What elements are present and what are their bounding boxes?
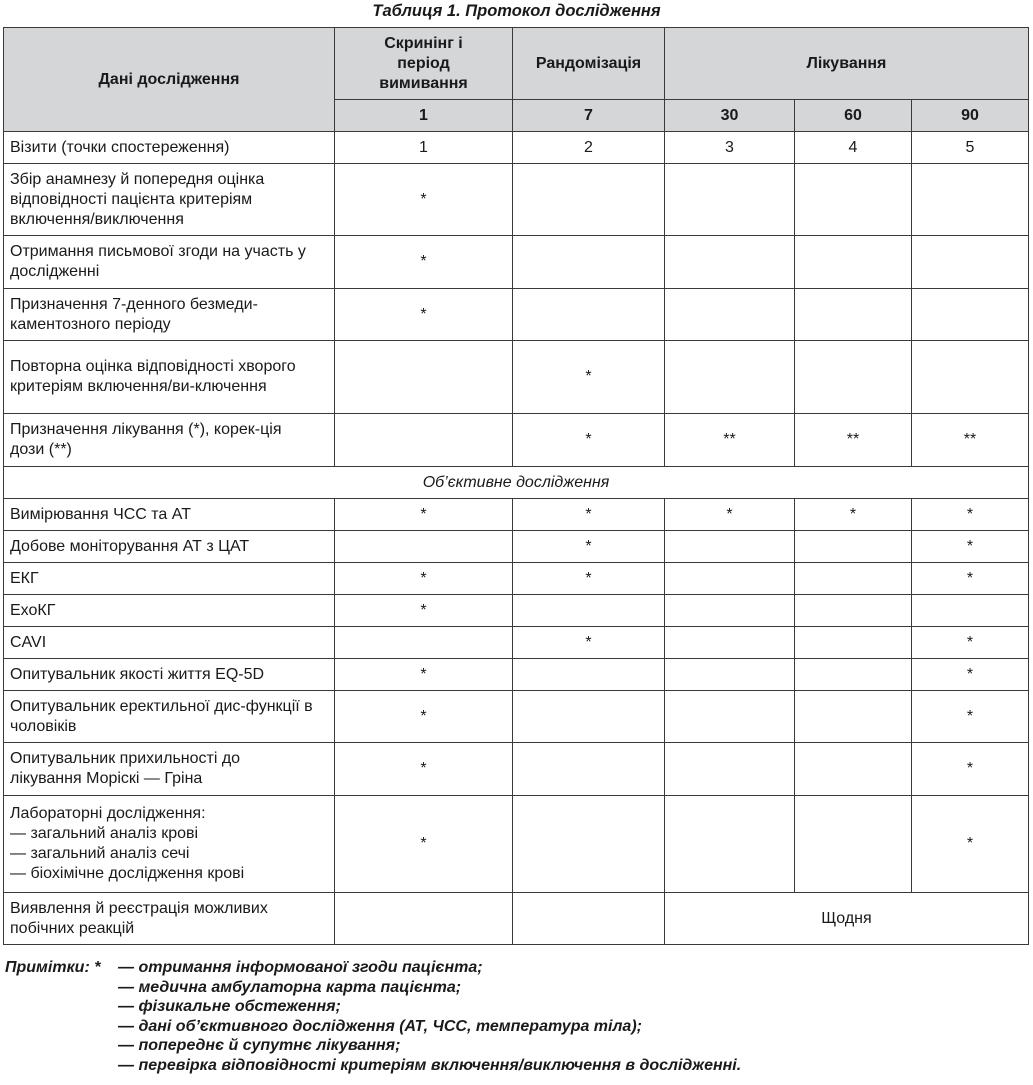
cell: * bbox=[912, 627, 1029, 659]
header-row-1 bbox=[4, 28, 1029, 100]
cell bbox=[912, 289, 1029, 341]
cell: * bbox=[795, 499, 912, 531]
notes bbox=[5, 958, 1025, 1075]
cell bbox=[335, 627, 513, 659]
note-item: — попереднє й супутнє лікування; bbox=[118, 1037, 401, 1054]
cell bbox=[912, 236, 1029, 289]
cell bbox=[513, 691, 665, 743]
cell bbox=[665, 691, 795, 743]
cell bbox=[513, 595, 665, 627]
cell: * bbox=[335, 595, 513, 627]
cell: 5 bbox=[912, 132, 1029, 164]
cell: * bbox=[912, 499, 1029, 531]
cell bbox=[912, 595, 1029, 627]
cell bbox=[513, 164, 665, 236]
row-label: Отримання письмової згоди на участь у дослідженні bbox=[4, 236, 335, 289]
header-day: 1 bbox=[335, 100, 513, 132]
protocol-table bbox=[3, 27, 1029, 945]
cell bbox=[795, 743, 912, 796]
section-row bbox=[4, 467, 1029, 499]
cell: * bbox=[335, 743, 513, 796]
cell: * bbox=[912, 691, 1029, 743]
note-item: — перевірка відповідності критеріям включення/виключення в дослідженні. bbox=[118, 1056, 742, 1074]
cell: * bbox=[912, 563, 1029, 595]
table-row bbox=[4, 236, 1029, 289]
note-item: — дані об’єктивного дослідження (АТ, ЧСС, температура тіла); bbox=[118, 1017, 642, 1035]
cell bbox=[795, 627, 912, 659]
cell bbox=[335, 893, 513, 945]
table-row bbox=[4, 341, 1029, 414]
row-label: ЕхоКГ bbox=[4, 595, 335, 627]
table-row bbox=[4, 164, 1029, 236]
cell bbox=[795, 796, 912, 893]
cell: * bbox=[513, 563, 665, 595]
cell: * bbox=[335, 289, 513, 341]
note-item: — медична амбулаторна карта пацієнта; bbox=[118, 978, 462, 996]
header-treatment: Лікування bbox=[665, 28, 1029, 100]
table-row bbox=[4, 627, 1029, 659]
table-row bbox=[4, 563, 1029, 595]
cell bbox=[665, 164, 795, 236]
header-day: 7 bbox=[513, 100, 665, 132]
note-item: — отримання інформованої згоди пацієнта; bbox=[118, 959, 483, 976]
daily-cell: Щодня bbox=[665, 893, 1029, 945]
cell bbox=[665, 341, 795, 414]
cell bbox=[665, 796, 795, 893]
header-screening: Скринінг і період вимивання bbox=[335, 28, 513, 100]
header-day: 60 bbox=[795, 100, 912, 132]
cell bbox=[513, 289, 665, 341]
table-row bbox=[4, 595, 1029, 627]
table-row bbox=[4, 289, 1029, 341]
row-label-lab-tests bbox=[4, 796, 335, 893]
row-label: Добове моніторування АТ з ЦАТ bbox=[4, 531, 335, 563]
row-label: Опитувальник еректильної дис-функції в чоловіків bbox=[4, 691, 335, 743]
cell bbox=[795, 691, 912, 743]
section-label: Об’єктивне дослідження bbox=[4, 467, 1029, 499]
cell bbox=[665, 743, 795, 796]
table-row bbox=[4, 499, 1029, 531]
note-item: — фізикальне обстеження; bbox=[118, 998, 341, 1015]
note-line bbox=[5, 958, 1025, 978]
row-label: Повторна оцінка відповідності хворого критеріям включення/ви-ключення bbox=[4, 341, 335, 414]
row-label: Призначення 7-денного безмеди-каментозного періоду bbox=[4, 289, 335, 341]
cell: ** bbox=[665, 414, 795, 467]
row-label-line: — загальний аналіз сечі bbox=[10, 845, 190, 862]
row-label: CAVI bbox=[4, 627, 335, 659]
cell: 2 bbox=[513, 132, 665, 164]
cell: * bbox=[513, 341, 665, 414]
cell bbox=[665, 595, 795, 627]
table-row bbox=[4, 659, 1029, 691]
cell bbox=[665, 627, 795, 659]
row-label: Призначення лікування (*), корек-ція дози (**) bbox=[4, 414, 335, 467]
cell bbox=[912, 341, 1029, 414]
cell: * bbox=[513, 414, 665, 467]
row-label-line: — біохімічне дослідження крові bbox=[10, 865, 245, 882]
cell bbox=[335, 341, 513, 414]
cell: * bbox=[912, 743, 1029, 796]
cell bbox=[513, 236, 665, 289]
header-data-column: Дані дослідження bbox=[4, 28, 335, 132]
table-row bbox=[4, 132, 1029, 164]
cell: ** bbox=[795, 414, 912, 467]
row-label-line: Лабораторні дослідження: bbox=[10, 805, 206, 822]
cell bbox=[665, 659, 795, 691]
row-label: ЕКГ bbox=[4, 563, 335, 595]
row-label: Опитувальник прихильності до лікування Моріскі — Гріна bbox=[4, 743, 335, 796]
cell bbox=[335, 414, 513, 467]
cell: * bbox=[335, 236, 513, 289]
cell bbox=[795, 659, 912, 691]
cell: * bbox=[912, 531, 1029, 563]
header-day: 30 bbox=[665, 100, 795, 132]
row-label: Візити (точки спостереження) bbox=[4, 132, 335, 164]
table-row bbox=[4, 796, 1029, 893]
table-row bbox=[4, 691, 1029, 743]
row-label: Вимірювання ЧСС та АТ bbox=[4, 499, 335, 531]
cell bbox=[513, 659, 665, 691]
row-label: Опитувальник якості життя EQ-5D bbox=[4, 659, 335, 691]
cell: 1 bbox=[335, 132, 513, 164]
cell: * bbox=[335, 691, 513, 743]
cell bbox=[795, 563, 912, 595]
notes-head: Примітки: * bbox=[5, 959, 101, 976]
table-row bbox=[4, 531, 1029, 563]
table-row bbox=[4, 893, 1029, 945]
table-row bbox=[4, 743, 1029, 796]
cell: * bbox=[335, 796, 513, 893]
cell: * bbox=[513, 499, 665, 531]
table-title: Таблиця 1. Протокол дослідження bbox=[372, 2, 661, 20]
row-label-line: — загальний аналіз крові bbox=[10, 825, 199, 842]
cell: 3 bbox=[665, 132, 795, 164]
cell bbox=[665, 289, 795, 341]
table-row bbox=[4, 414, 1029, 467]
cell bbox=[795, 341, 912, 414]
row-label: Збір анамнезу й попередня оцінка відповідності пацієнта критеріям включення/виключення bbox=[4, 164, 335, 236]
cell: * bbox=[335, 563, 513, 595]
cell bbox=[513, 796, 665, 893]
cell bbox=[335, 531, 513, 563]
cell bbox=[795, 595, 912, 627]
cell bbox=[513, 743, 665, 796]
row-label: Виявлення й реєстрація можливих побічних реакцій bbox=[4, 893, 335, 945]
header-randomization: Рандомізація bbox=[513, 28, 665, 100]
cell: * bbox=[335, 499, 513, 531]
cell: * bbox=[912, 659, 1029, 691]
cell: ** bbox=[912, 414, 1029, 467]
cell: 4 bbox=[795, 132, 912, 164]
cell: * bbox=[912, 796, 1029, 893]
header-day: 90 bbox=[912, 100, 1029, 132]
cell bbox=[795, 236, 912, 289]
cell: * bbox=[513, 531, 665, 563]
cell bbox=[795, 164, 912, 236]
cell bbox=[665, 236, 795, 289]
cell bbox=[513, 893, 665, 945]
cell: * bbox=[335, 659, 513, 691]
cell: * bbox=[513, 627, 665, 659]
cell bbox=[665, 531, 795, 563]
cell: * bbox=[665, 499, 795, 531]
cell bbox=[795, 531, 912, 563]
cell bbox=[665, 563, 795, 595]
cell bbox=[912, 164, 1029, 236]
cell bbox=[795, 289, 912, 341]
cell: * bbox=[335, 164, 513, 236]
